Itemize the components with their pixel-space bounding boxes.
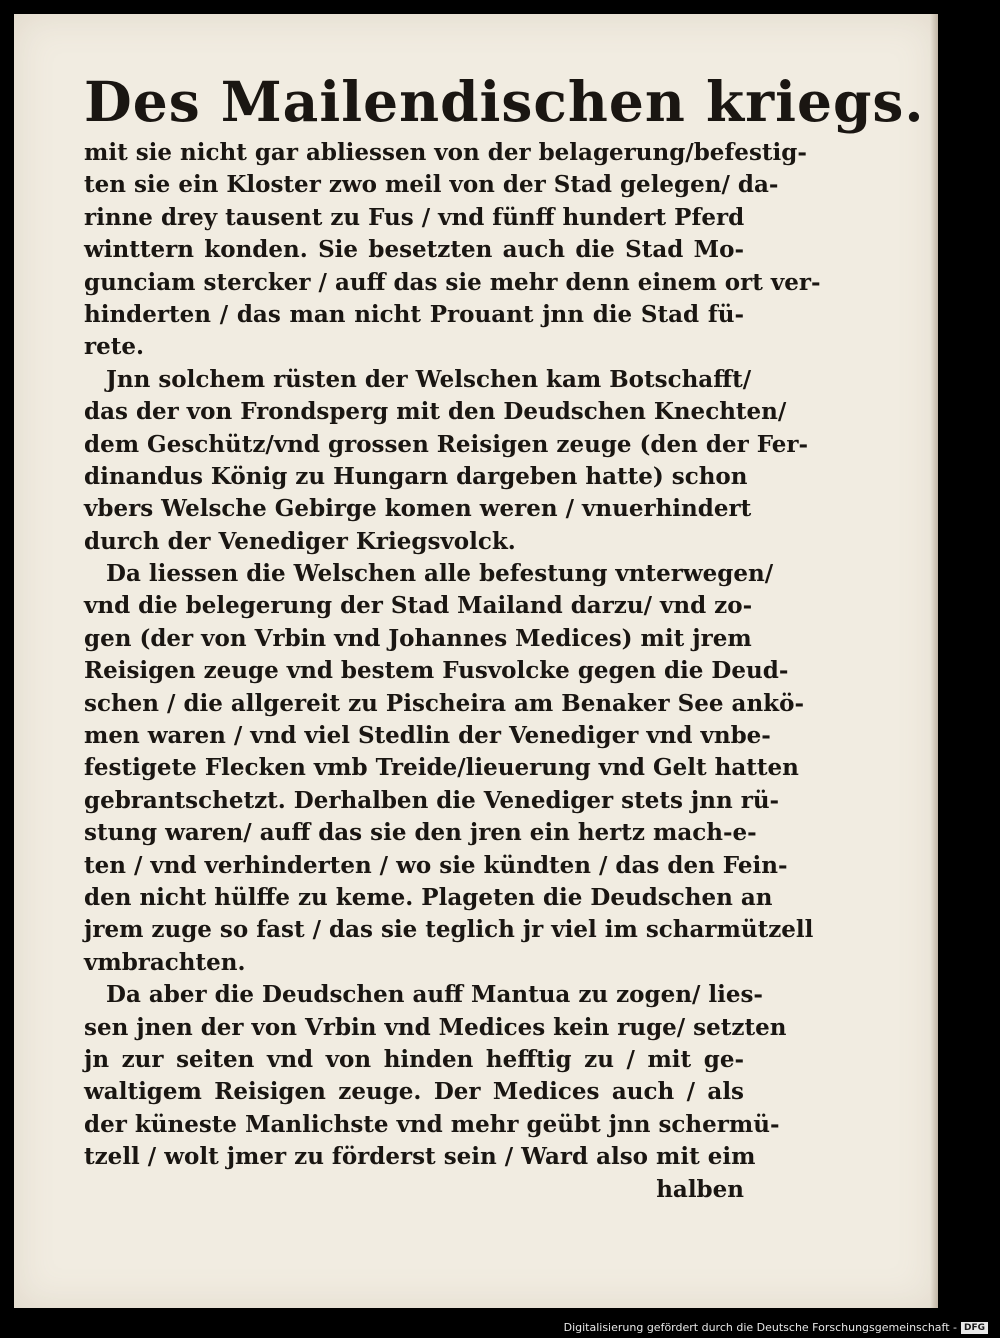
body-text bbox=[84, 137, 821, 1206]
text-line: Da aber die Deudschen auff Mantua zu zogen/ lies- bbox=[106, 981, 763, 1009]
text-line: men waren / vnd viel Stedlin der Venediger vnd vnbe- bbox=[84, 722, 771, 750]
text-line: dinandus König zu Hungarn dargeben hatte) schon bbox=[84, 462, 748, 490]
digitization-footer bbox=[564, 1321, 988, 1334]
text-line: mit sie nicht gar abliessen von der belagerung/befestig- bbox=[84, 139, 807, 166]
text-line: rete. bbox=[84, 333, 145, 361]
text-line: ten sie ein Kloster zwo meil von der Stad gelegen/ da- bbox=[84, 171, 779, 199]
text-line: rinne drey tausent zu Fus / vnd fünff hundert Pferd bbox=[84, 203, 745, 231]
text-line: der küneste Manlichste vnd mehr geübt jnn schermü- bbox=[84, 1110, 780, 1138]
text-line: das der von Frondsperg mit den Deudschen Knechten/ bbox=[84, 398, 787, 426]
text-line: Da liessen die Welschen alle befestung vnterwegen/ bbox=[106, 560, 774, 588]
text-line: jn zur seiten vnd von hinden hefftig zu / mit ge- bbox=[84, 1045, 744, 1073]
dfg-logo-icon: DFG bbox=[961, 1322, 988, 1334]
text-line: gen (der von Vrbin vnd Johannes Medices) mit jrem bbox=[84, 624, 752, 652]
book-page bbox=[14, 14, 938, 1308]
text-line: gebrantschetzt. Derhalben die Venediger stets jnn rü- bbox=[84, 786, 780, 814]
catchword: halben bbox=[656, 1175, 744, 1203]
text-line: vmbrachten. bbox=[84, 948, 246, 976]
text-line: Jnn solchem rüsten der Welschen kam Botschafft/ bbox=[106, 365, 752, 393]
text-line: gunciam stercker / auff das sie mehr denn einem ort ver- bbox=[84, 268, 821, 296]
text-line: festigete Flecken vmb Treide/lieuerung vnd Gelt hatten bbox=[84, 754, 799, 782]
text-line: winttern konden. Sie besetzten auch die Stad Mo- bbox=[84, 236, 744, 264]
text-line: durch der Venediger Kriegsvolck. bbox=[84, 527, 516, 555]
text-line: ten / vnd verhinderten / wo sie kündten / das den Fein- bbox=[84, 851, 788, 879]
text-line: vnd die belegerung der Stad Mailand darzu/ vnd zo- bbox=[84, 592, 753, 620]
text-line: den nicht hülffe zu keme. Plageten die Deudschen an bbox=[84, 883, 773, 911]
text-line: sen jnen der von Vrbin vnd Medices kein ruge/ setzten bbox=[84, 1013, 787, 1041]
text-line: tzell / wolt jmer zu förderst sein / Ward also mit eim bbox=[84, 1143, 756, 1171]
running-head: Des Mailendischen kriegs. bbox=[84, 69, 925, 134]
text-line: vbers Welsche Gebirge komen weren / vnuerhindert bbox=[84, 495, 752, 523]
text-line: stung waren/ auff das sie den jren ein hertz mach-e- bbox=[84, 819, 757, 847]
text-line: schen / die allgereit zu Pischeira am Benaker See ankö- bbox=[84, 689, 804, 717]
footer-text: Digitalisierung gefördert durch die Deutsche Forschungsgemeinschaft - bbox=[563, 1321, 957, 1334]
text-line: hinderten / das man nicht Prouant jnn die Stad fü- bbox=[84, 300, 744, 328]
text-line: Reisigen zeuge vnd bestem Fusvolcke gegen die Deud- bbox=[84, 657, 789, 685]
text-line: dem Geschütz/vnd grossen Reisigen zeuge (den der Fer- bbox=[84, 430, 809, 458]
text-line: jrem zuge so fast / das sie teglich jr viel im scharmützell bbox=[84, 916, 814, 944]
text-line: waltigem Reisigen zeuge. Der Medices auch / als bbox=[84, 1078, 744, 1106]
